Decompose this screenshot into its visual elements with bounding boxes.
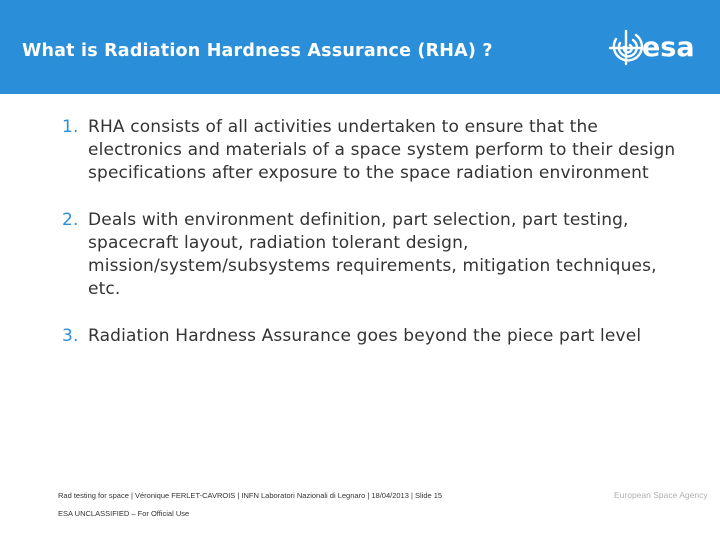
list-item xyxy=(62,209,682,301)
list-item-text: Radiation Hardness Assurance goes beyond the piece part level xyxy=(88,326,642,346)
list-item xyxy=(62,325,682,348)
slide-title: What is Radiation Hardness Assurance (RHA) ? xyxy=(22,41,493,61)
list-item-number: 2. xyxy=(62,210,79,230)
list-item-text: Deals with environment definition, part selection, part testing, spacecraft layout, radiation tolerant design, mission/system/subsystems requirements, mitigation techniques, etc. xyxy=(88,210,657,299)
footer-brand: European Space Agency xyxy=(614,490,708,500)
esa-logo-text: esa xyxy=(642,32,695,63)
list-item-number: 1. xyxy=(62,117,79,137)
bullet-list xyxy=(62,116,682,348)
list-item-number: 3. xyxy=(62,326,79,346)
footer-classification: ESA UNCLASSIFIED – For Official Use xyxy=(58,509,190,518)
footer-slide-info: Rad testing for space | Véronique FERLET-CAVROIS | INFN Laboratori Nazionali di Legnaro | 18/04/2013 | Slide 15 xyxy=(58,491,443,500)
esa-globe-icon xyxy=(610,31,642,64)
list-item xyxy=(62,116,682,185)
title-bar xyxy=(0,0,720,94)
esa-logo xyxy=(606,26,708,70)
list-item-text: RHA consists of all activities undertaken to ensure that the electronics and materials of a space system perform to their design specifications after exposure to the space radiation environment xyxy=(88,117,676,183)
